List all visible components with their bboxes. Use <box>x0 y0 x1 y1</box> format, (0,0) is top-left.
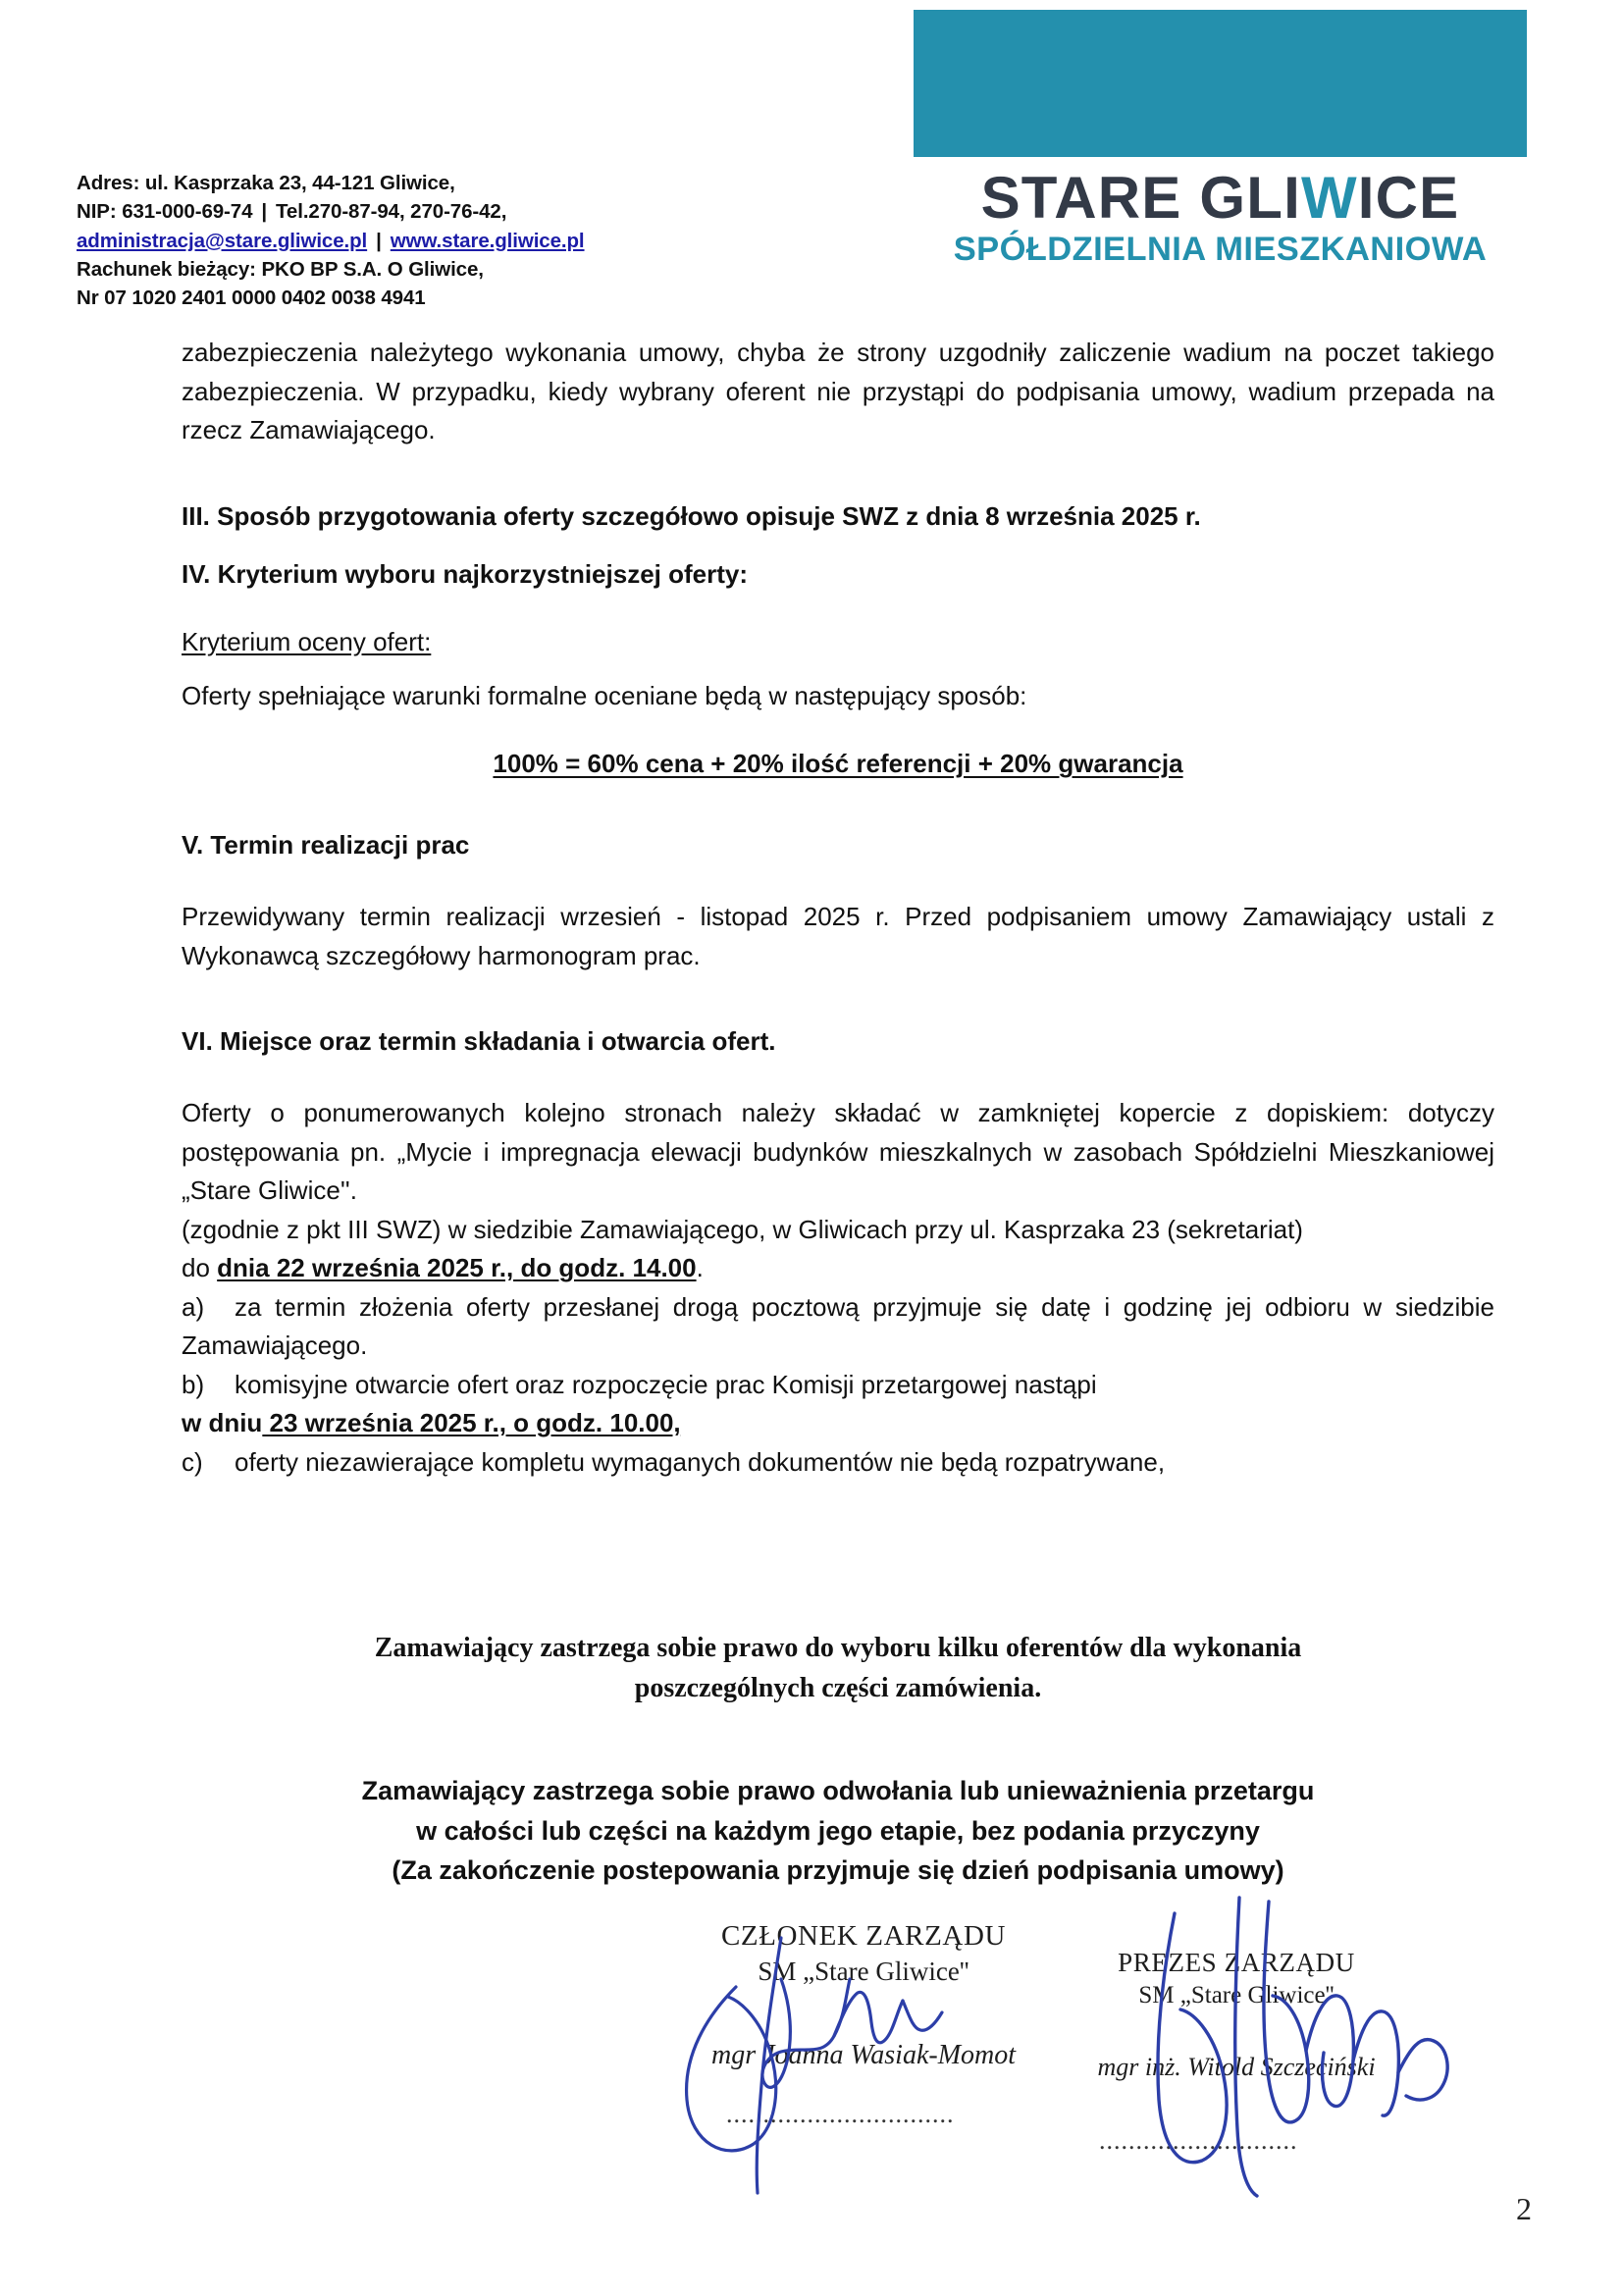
contact-separator-2: | <box>376 229 382 252</box>
signature-left-dotted-line: ............................... <box>726 2100 955 2128</box>
company-logo <box>914 10 1527 267</box>
notice-cancellation-line1: Zamawiający zastrzega sobie prawo odwołania lub unieważnienia przetargu <box>361 1776 1315 1806</box>
list-item-a <box>182 1288 1494 1366</box>
document-header <box>0 0 1623 324</box>
list-item-b-text: komisyjne otwarcie ofert oraz rozpoczęcie prac Komisji przetargowej nastąpi <box>235 1369 1097 1399</box>
signature-area <box>0 1918 1623 2242</box>
contact-account-number: Nr 07 1020 2401 0000 0402 0038 4941 <box>77 287 426 310</box>
deadline-suffix: . <box>696 1253 704 1283</box>
heading-vi-text: . Miejsce oraz termin składania i otwarcia ofert. <box>205 1026 776 1057</box>
logo-title-part2: ICE <box>1357 165 1460 231</box>
paragraph-intro: zabezpieczenia należytego wykonania umowy, chyba że strony uzgodniły zaliczenie wadium na poczet takiego zabezpieczenia. W przypadku, kiedy wybrany oferent nie przystąpi do podpisania umowy, wadium przepada na rzecz Zamawiającego. <box>182 338 1494 445</box>
notice-multiple-bidders-line1: Zamawiający zastrzega sobie prawo do wyboru kilku oferentów dla wykonania <box>374 1633 1302 1664</box>
criteria-intro: Oferty spełniające warunki formalne oceniane będą w następujący sposób: <box>182 680 1027 710</box>
signature-block-board-member <box>687 1918 1040 2071</box>
logo-title-part1: STARE GLI <box>980 165 1301 231</box>
notice-multiple-bidders-line2: poszczególnych części zamówienia. <box>634 1672 1042 1703</box>
list-item-c <box>182 1443 1494 1483</box>
list-item-c-text: oferty niezawierające kompletu wymaganych dokumentów nie będą rozpatrywane, <box>235 1446 1166 1477</box>
heading-section-iv: IV. Kryterium wyboru najkorzystniejszej oferty: <box>182 558 748 589</box>
contact-nip-phone <box>77 197 585 226</box>
criteria-label: Kryterium oceny ofert: <box>182 626 432 656</box>
signature-right-org: SM „Stare Gliwice'' <box>1138 1981 1335 2009</box>
page-number: 2 <box>1516 2191 1532 2226</box>
deadline-prefix: do <box>182 1253 218 1283</box>
heading-vi-numeral: VI <box>182 1026 206 1057</box>
opening-prefix: w dniu <box>182 1408 263 1438</box>
logo-subtitle: SPÓŁDZIELNIA MIESZKANIOWA <box>953 231 1488 268</box>
signature-right-role: PREZES ZARZĄDU <box>1118 1948 1355 1977</box>
list-item-b <box>182 1366 1494 1405</box>
signature-left-org: SM „Stare Gliwice'' <box>758 1957 969 1987</box>
website-link[interactable]: www.stare.gliwice.pl <box>390 229 585 252</box>
signature-left-name: mgr Joanna Wasiak-Momot <box>710 2039 1017 2070</box>
paragraph-vi-submission: Oferty o ponumerowanych kolejno stronach należy składać w zamkniętej kopercie z dopiskiem: dotyczy postępowania pn. „Mycie i impregnacja elewacji budynków mieszkalnych w zasobach Spółdzielni Mieszkaniowej „Stare Gliwice''. <box>182 1098 1494 1206</box>
submission-deadline <box>182 1249 1494 1288</box>
heading-section-vi <box>182 1022 1494 1061</box>
signature-block-president <box>1070 1946 1403 2082</box>
contact-details <box>77 169 585 313</box>
signature-right-name: mgr inż. Witold Szczeciński <box>1097 2052 1376 2081</box>
logo-teal-bar <box>914 10 1527 157</box>
contact-nip: NIP: 631-000-69-74 <box>77 200 253 224</box>
logo-title-highlight: W <box>1300 165 1358 231</box>
contact-web-row <box>77 227 585 255</box>
email-link[interactable]: administracja@stare.gliwice.pl <box>77 229 368 252</box>
notice-cancellation-line2: w całości lub części na każdym jego etapie, bez podania przyczyny <box>416 1815 1260 1846</box>
logo-title <box>914 165 1527 231</box>
contact-bank: Rachunek bieżący: PKO BP S.A. O Gliwice, <box>77 257 484 281</box>
deadline-value: dnia 22 września 2025 r., do godz. 14.00 <box>217 1253 697 1283</box>
paragraph-section-v: Przewidywany termin realizacji wrzesień - listopad 2025 r. Przed podpisaniem umowy Zamawiający ustali z Wykonawcą szczegółowy harmonogram prac. <box>182 902 1494 970</box>
contact-phone: Tel.270-87-94, 270-76-42, <box>276 200 507 224</box>
signature-right-dotted-line: ........................... <box>1099 2126 1298 2155</box>
list-item-b-marker: b) <box>182 1369 205 1399</box>
contact-separator-1: | <box>261 200 268 224</box>
paragraph-vi-location: (zgodnie z pkt III SWZ) w siedzibie Zamawiającego, w Gliwicach przy ul. Kasprzaka 23 (sekretariat) <box>182 1214 1303 1244</box>
heading-section-iii: III. Sposób przygotowania oferty szczegółowo opisuje SWZ z dnia 8 września 2025 r. <box>182 500 1201 531</box>
list-item-c-marker: c) <box>182 1446 203 1477</box>
contact-address: Adres: ul. Kasprzaka 23, 44-121 Gliwice, <box>77 172 455 194</box>
list-item-a-marker: a) <box>182 1291 205 1322</box>
heading-section-v: V. Termin realizacji prac <box>182 830 470 861</box>
list-item-a-text: za termin złożenia oferty przesłanej drogą pocztową przyjmuje się datę i godzinę jej odbioru w siedzibie Zamawiającego. <box>182 1291 1494 1361</box>
notice-cancellation-line3: (Za zakończenie postepowania przyjmuje się dzień podpisania umowy) <box>392 1855 1284 1886</box>
opening-datetime <box>182 1404 1494 1443</box>
document-body <box>182 334 1494 1891</box>
signature-left-role: CZŁONEK ZARZĄDU <box>720 1920 1007 1952</box>
scoring-formula: 100% = 60% cena + 20% ilość referencji + 20% gwarancja <box>493 749 1183 779</box>
opening-value: 23 września 2025 r., o godz. 10.00, <box>262 1408 681 1438</box>
